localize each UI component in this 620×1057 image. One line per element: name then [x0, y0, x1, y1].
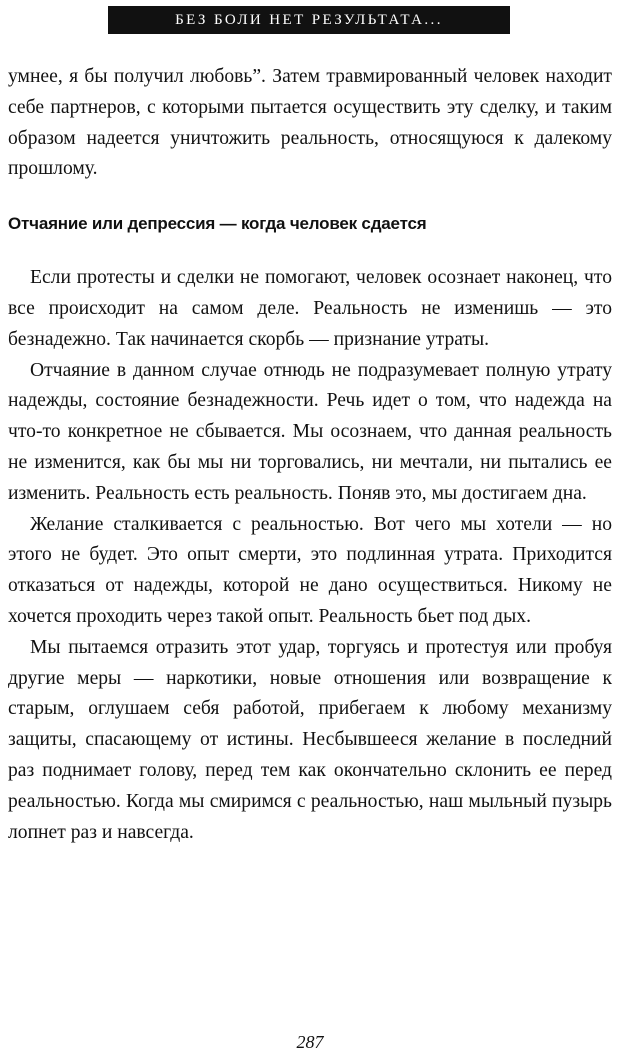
- body-text: [8, 62, 612, 848]
- paragraph: Если протесты и сделки не помогают, человек осознает наконец, что все происходит на самом деле. Реальность не изменишь — это безнадежно. Так начинается скорбь — признание утраты.: [8, 267, 612, 350]
- paragraph-continuation: умнее, я бы получил любовь”. Затем травмированный человек находит себе партнеров, с которыми пытается осуществить эту сделку, и таким образом надеется уничтожить реальность, относящуюся к далекому прошлому.: [8, 66, 612, 180]
- section-heading: Отчаяние или депрессия — когда человек сдается: [8, 214, 427, 234]
- running-header: БЕЗ БОЛИ НЕТ РЕЗУЛЬТАТА...: [108, 6, 510, 34]
- paragraph: Мы пытаемся отразить этот удар, торгуясь и протестуя или пробуя другие меры — наркотики, новые отношения или возвращение к старым, оглушаем себя работой, прибегаем к любому механизму защиты, спасающему от истины. Несбывшееся желание в последний раз поднимает голову, перед тем как окончательно склонить ее перед реальностью. Когда мы смиримся с реальностью, наш мыльный пузырь лопнет раз и навсегда.: [8, 636, 612, 843]
- paragraph: Желание сталкивается с реальностью. Вот чего мы хотели — но этого не будет. Это опыт смерти, это подлинная утрата. Приходится отказаться от надежды, которой не дано осуществиться. Никому не хочется проходить через такой опыт. Реальность бьет под дых.: [8, 513, 612, 627]
- paragraph: Отчаяние в данном случае отнюдь не подразумевает полную утрату надежды, состояние безнадежности. Речь идет о том, что надежда на что-то конкретное не сбывается. Мы осознаем, что данная реальность не изменится, как бы мы ни торговались, ни мечтали, ни пытались ее изменить. Реальность есть реальность. Поняв это, мы достигаем дна.: [8, 359, 612, 504]
- page-number: 287: [296, 1032, 324, 1052]
